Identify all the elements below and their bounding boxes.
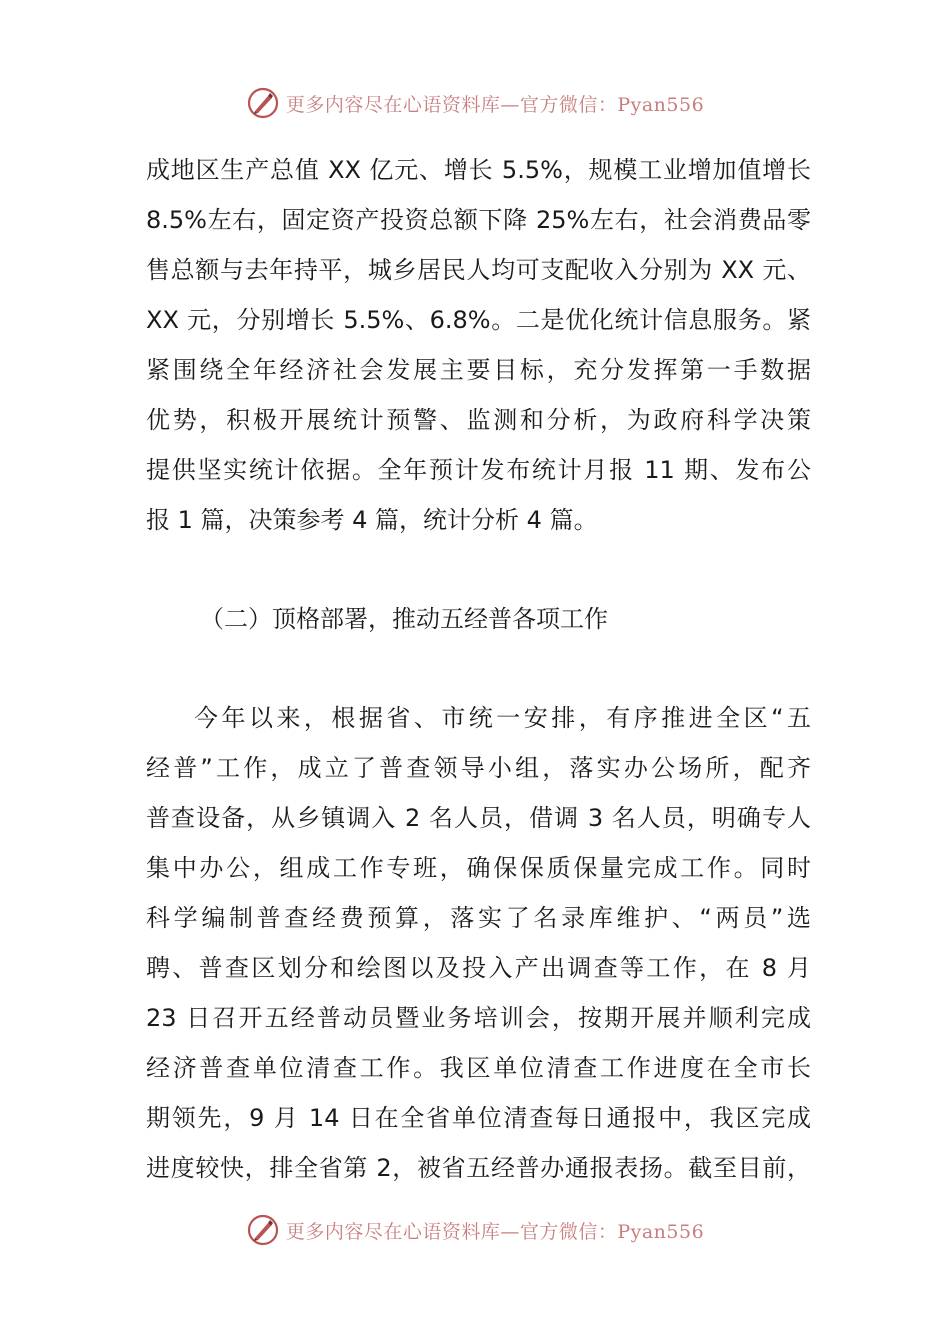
document-body bbox=[146, 145, 811, 1193]
paragraph-2-line: 23 日召开五经普动员暨业务培训会，按期开展并顺利完成 bbox=[146, 1004, 811, 1032]
paragraph-1-line: 8.5%左右，固定资产投资总额下降 25%左右，社会消费品零 bbox=[146, 206, 811, 234]
paragraph-2-line: 普查设备，从乡镇调入 2 名人员，借调 3 名人员，明确专人 bbox=[146, 804, 811, 832]
header-watermark bbox=[0, 83, 950, 123]
paragraph-2-line: 集中办公，组成工作专班，确保保质保量完成工作。同时 bbox=[146, 854, 811, 882]
paragraph-1-line: XX 元，分别增长 5.5%、6.8%。二是优化统计信息服务。紧 bbox=[146, 306, 811, 334]
paragraph-2-line: 经济普查单位清查工作。我区单位清查工作进度在全市长 bbox=[146, 1054, 811, 1082]
paragraph-1-line: 优势，积极开展统计预警、监测和分析，为政府科学决策 bbox=[146, 406, 811, 434]
paragraph-1-line: 提供坚实统计依据。全年预计发布统计月报 11 期、发布公 bbox=[146, 456, 811, 484]
paragraph-2-line: 期领先，9 月 14 日在全省单位清查每日通报中，我区完成 bbox=[146, 1104, 811, 1132]
spacer bbox=[146, 644, 811, 693]
paragraph-2-line: 经普”工作，成立了普查领导小组，落实办公场所，配齐 bbox=[146, 754, 811, 782]
section-heading: （二）顶格部署，推动五经普各项工作 bbox=[200, 605, 608, 633]
paragraph-2-line: 进度较快，排全省第 2，被省五经普办通报表扬。截至目前， bbox=[146, 1154, 811, 1182]
pen-logo-icon bbox=[246, 1213, 280, 1247]
spacer bbox=[146, 545, 811, 594]
pen-logo-icon bbox=[246, 86, 280, 120]
paragraph-1-line: 紧围绕全年经济社会发展主要目标，充分发挥第一手数据 bbox=[146, 356, 811, 384]
watermark-text: 更多内容尽在心语资料库—官方微信：Pyan556 bbox=[285, 93, 705, 116]
paragraph-2-line: 今年以来，根据省、市统一安排，有序推进全区“五 bbox=[194, 704, 811, 732]
paragraph-1-line: 成地区生产总值 XX 亿元、增长 5.5%，规模工业增加值增长 bbox=[146, 156, 811, 184]
footer-watermark bbox=[0, 1210, 950, 1250]
paragraph-1-line: 报 1 篇，决策参考 4 篇，统计分析 4 篇。 bbox=[146, 506, 598, 534]
paragraph-1-line: 售总额与去年持平，城乡居民人均可支配收入分别为 XX 元、 bbox=[146, 256, 811, 284]
paragraph-2-line: 科学编制普查经费预算，落实了名录库维护、“两员”选 bbox=[146, 904, 811, 932]
watermark-text: 更多内容尽在心语资料库—官方微信：Pyan556 bbox=[285, 1220, 705, 1243]
paragraph-2-line: 聘、普查区划分和绘图以及投入产出调查等工作，在 8 月 bbox=[146, 954, 811, 982]
